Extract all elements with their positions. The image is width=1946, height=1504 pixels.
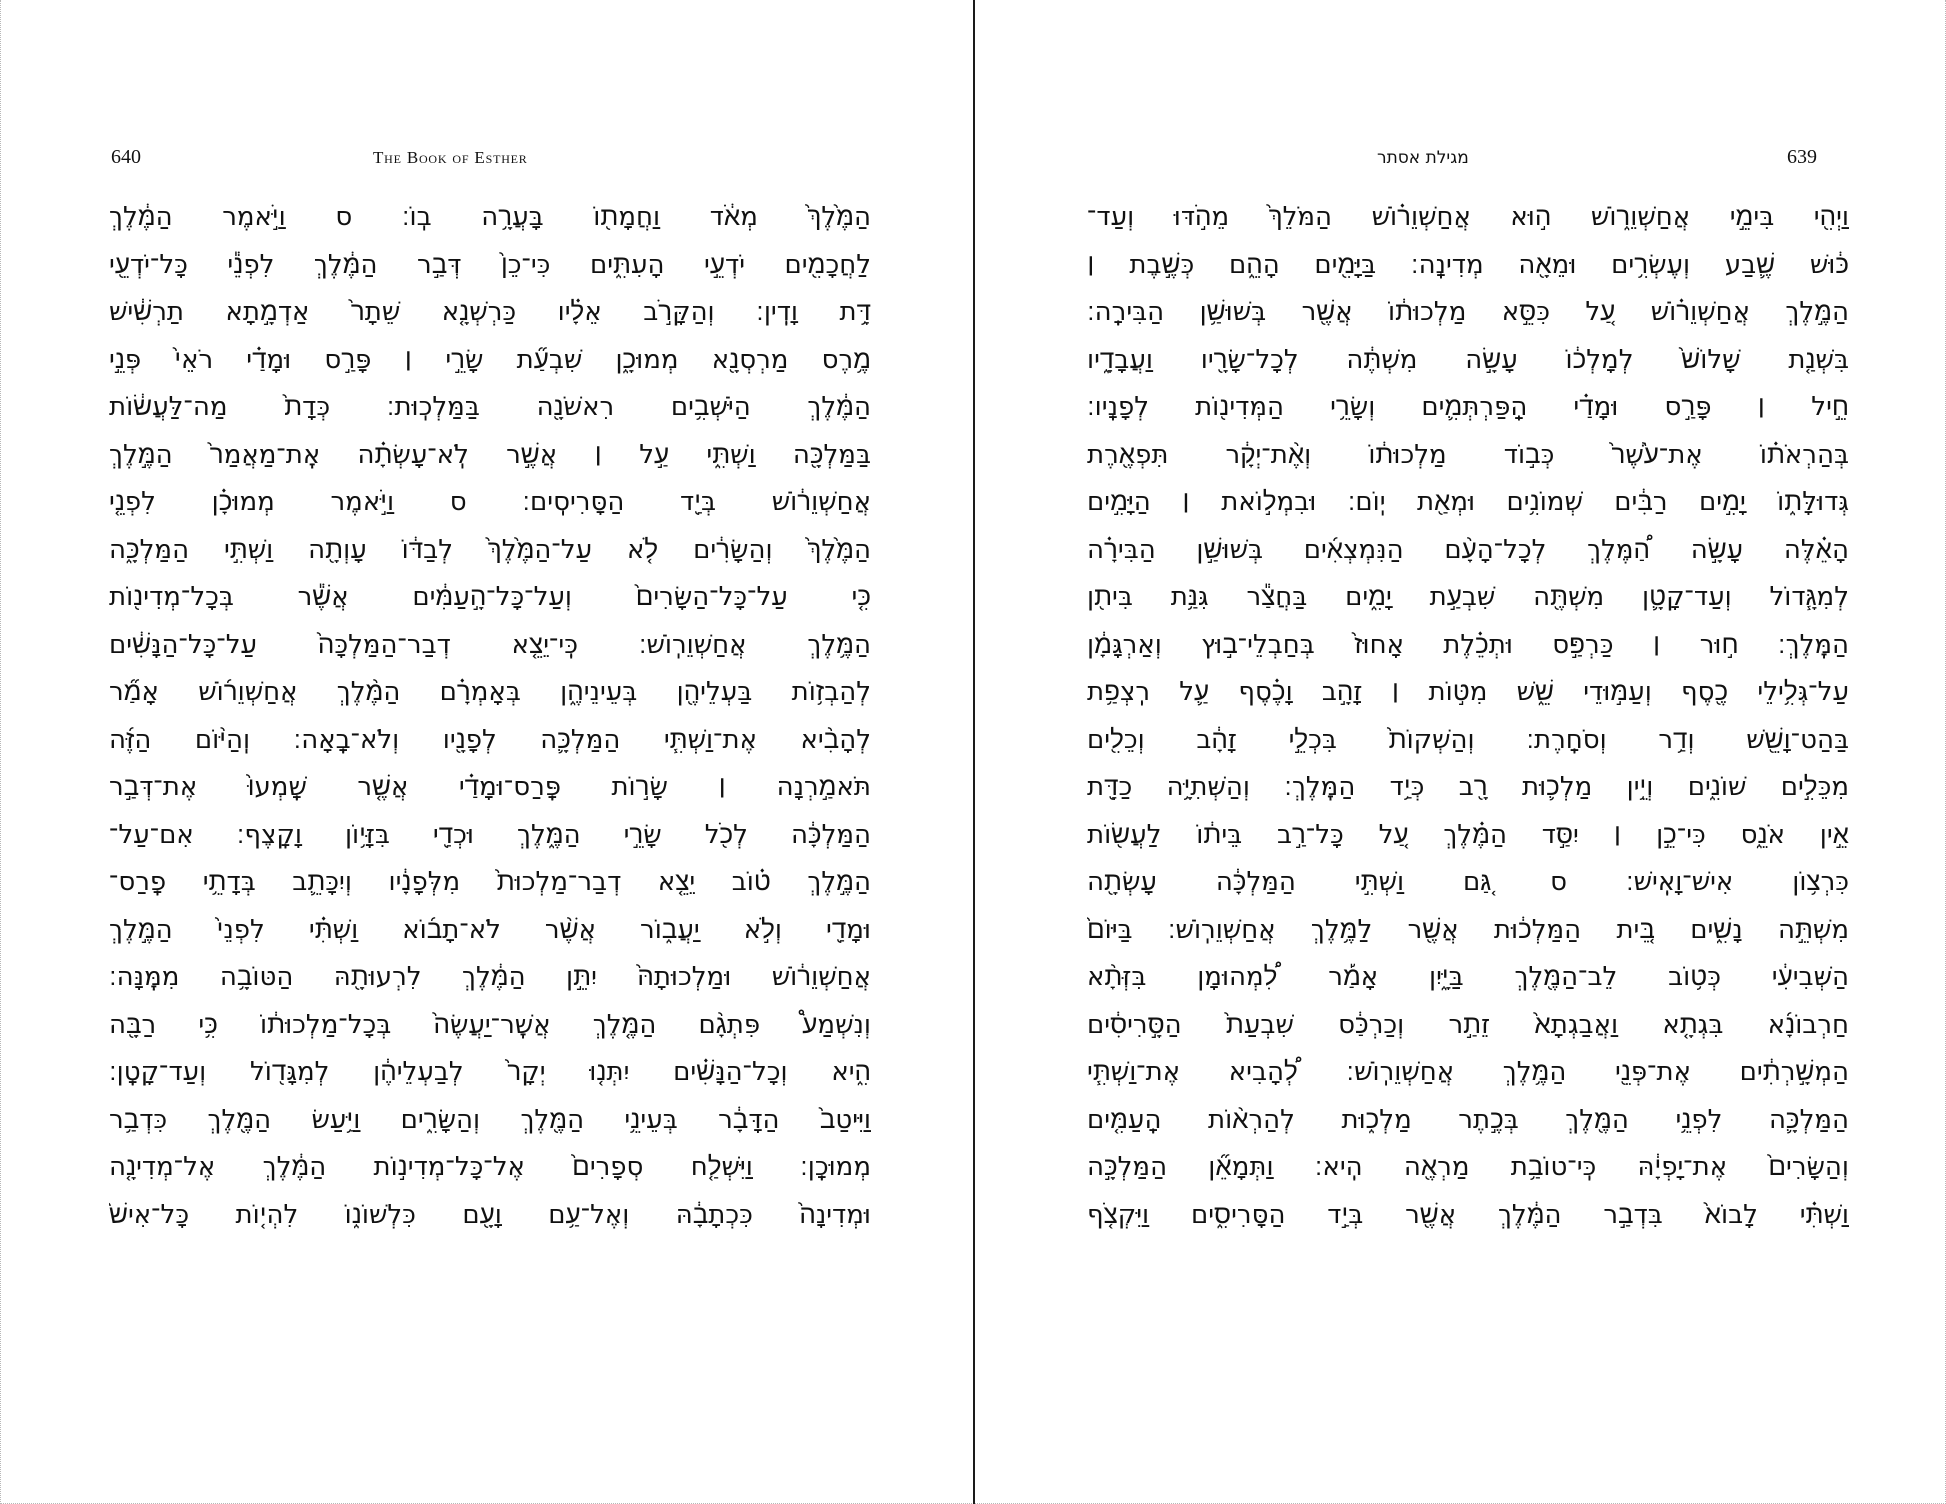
hebrew-text-block [109,194,871,1239]
text-line: הַשְּׁבִיעִ֔י כְּט֥וֹב לֵב־הַמֶּ֖לֶךְ בַּיָּ֑יִן אָמַ֡ר לִ֠מְהוּמָן בִּזְּתָ֨א [1087,962,1849,992]
text-line: הַמֶּ֙לֶךְ֙ מְאֹ֔ד וַחֲמָת֖וֹ בָּעֲרָ֥ה בֽוֹ׃ ס וַיֹּ֣אמֶר הַמֶּ֔לֶךְ [109,202,871,232]
text-line: וְהַשָּׂרִים֙ אֶת־יָפְיָ֔הּ כִּֽי־טוֹבַ֥ת מַרְאֶ֖ה הִֽיא׃ וַתְּמָאֵ֞ן הַמַּלְכָּ֣ה [1087,1152,1849,1182]
text-line: הַמַּלְכָּ֔ה לְכֹ֖ל שָׂרֵ֣י הַמֶּ֑לֶךְ וּכְדַ֖י בִּזָּי֥וֹן וָקָֽצֶף׃ אִם־עַל־ [109,819,871,850]
text-line: כִּ֤י עַל־כָּל־הַשָּׂרִים֙ וְעַל־כָּל־הָ֣עַמִּ֔ים אֲשֶׁ֕ר בְּכָל־מְדִינ֖וֹת [109,582,871,612]
text-line: אֲחַשְׁוֵר֔וֹשׁ בְּיַ֖ד הַסָּרִיסִֽים׃ ס וַיֹּ֣אמֶר מְמוּכָ֗ן לִפְנֵ֤י [109,487,871,517]
text-line: וַשְׁתִּ֗י לָבוֹא֙ בִּדְבַ֣ר הַמֶּ֔לֶךְ אֲשֶׁ֖ר בְּיַ֣ד הַסָּרִיסִ֑ים וַיִּקְצֹ֤ף [1087,1199,1849,1230]
running-title: The Book of Esther [373,148,528,167]
right-page [975,0,1946,1504]
text-line: הַמְשָׁ֣רְתִ֔ים אֶת־פְּנֵ֖י הַמֶּ֥לֶךְ אֲחַשְׁוֵרֽוֹשׁ׃ לְ֠הָבִיא אֶת־וַשְׁתִּ֧י [1087,1057,1849,1087]
text-line: הַמֶּֽלֶךְ׃ ח֣וּר ׀ כַּרְפַּ֣ס וּתְכֵ֗לֶת אָחוּז֙ בְּחַבְלֵי־ב֣וּץ וְאַרְגָּמָ֔ן [1087,629,1849,660]
left-page [1,0,973,1504]
text-line: לַחֲכָמִ֖ים יֹדְעֵ֣י הָעִתִּ֑ים כִּי־כֵן֙ דְּבַ֣ר הַמֶּ֔לֶךְ לִפְנֵ֕י כָּל־יֹדְעֵ֖י [109,249,871,280]
text-line: וַיְהִ֖י בִּימֵ֣י אֲחַשְׁוֵר֑וֹשׁ ה֣וּא אֲחַשְׁוֵר֗וֹשׁ הַמֹּלֵךְ֙ מֵהֹ֣דּוּ וְעַד־ [1087,202,1849,232]
text-line: מְמוּכָֽן׃ וַיִּשְׁלַ֤ח סְפָרִים֙ אֶל־כָּל־מְדִינ֣וֹת הַמֶּ֔לֶךְ אֶל־מְדִינָ֤ה [109,1152,871,1182]
text-line: וּמָדַ֖י וְלֹ֣א יַעֲב֑וֹר אֲשֶׁ֨ר לֹא־תָב֜וֹא וַשְׁתִּ֗י לִפְנֵי֙ הַמֶּ֣לֶךְ [109,914,871,945]
text-line: הַמֶּ֔לֶךְ הַיֹּשְׁבִ֥ים רִאשֹׁנָ֖ה בַּמַּלְכֽוּת׃ כְּדָת֙ מַה־לַּעֲשׂ֔וֹת [109,392,871,422]
text-line: הִ֑יא וְכָל־הַנָּשִׁ֗ים יִתְּנ֤וּ יְקָר֙ לְבַעְלֵיהֶ֔ן לְמִגָּד֖וֹל וְעַד־קָטָֽן׃ [109,1057,871,1087]
text-line: מִשְׁתֵּ֣ה נָשִׁ֑ים בֵּ֚ית הַמַּלְכ֔וּת אֲשֶׁ֖ר לַמֶּ֥לֶךְ אֲחַשְׁוֵרֽוֹשׁ׃ בַּיּוֹם֙ [1087,914,1849,945]
text-line: גְּדוּלָּת֑וֹ יָמִ֣ים רַבִּ֔ים שְׁמוֹנִ֥ים וּמְאַ֖ת יֽוֹם׃ וּבִמְל֣וֹאת ׀ הַיָּמִ֣ים [1087,487,1849,517]
text-line: לְהָבִ֨יא אֶת־וַשְׁתִּ֧י הַמַּלְכָּ֛ה לְפָנָ֖יו וְלֹא־בָֽאָה׃ וְֽהַיּ֨וֹם הַזֶּ֜ה [109,724,871,755]
hebrew-text-block [1087,194,1849,1239]
text-line: לְהַבְז֥וֹת בַּעְלֵיהֶ֖ן בְּעֵינֵיהֶ֑ן בְּאָמְרָ֗ם הַמֶּ֨לֶךְ אֲחַשְׁוֵר֜וֹשׁ אָמַ֞ר [109,677,871,707]
text-line: בְּהַרְאֹת֗וֹ אֶת־עֹ֙שֶׁר֙ כְּב֣וֹד מַלְכוּת֔וֹ וְאֶ֨ת־יְקָ֔ר תִּפְאֶ֖רֶת [1087,439,1849,470]
text-line: הַמֶּ֥לֶךְ אֲחַשְׁוֵרֽוֹשׁ׃ כִּֽי־יֵצֵ֤א דְבַר־הַמַּלְכָּה֙ עַל־כָּל־הַנָּשִׁ֔ים [109,629,871,660]
text-line: דָּ֥ת וָדִֽין׃ וְהַקָּרֹ֣ב אֵלָ֗יו כַּרְשְׁנָ֤א שֵׁתָר֙ אַדְמָ֣תָא תַרְשִׁ֔ישׁ [109,297,871,327]
running-title: מגילת אסתר [1377,148,1469,168]
text-line: וְנִשְׁמַע֩ פִּתְגָ֨ם הַמֶּ֤לֶךְ אֲשֶֽׁר־יַעֲשֶׂה֙ בְּכָל־מַלְכוּת֔וֹ כִּ֥י רַבָּ֖ה [109,1009,871,1040]
page-number: 640 [111,146,141,168]
text-line: כּ֔וּשׁ שֶׁ֛בַע וְעֶשְׂרִ֥ים וּמֵאָ֖ה מְדִינָֽה׃ בַּיָּמִ֖ים הָהֵ֑ם כְּשֶׁ֣בֶת ׀ [1087,249,1849,280]
text-line: בַּמַּלְכָּ֖ה וַשְׁתִּ֑י עַ֣ל ׀ אֲשֶׁ֣ר לֹֽא־עָשְׂתָ֗ה אֶֽת־מַאֲמַר֙ הַמֶּ֣לֶךְ [109,439,871,470]
text-line: מֶ֥רֶס מַרְסְנָ֖א מְמוּכָ֑ן שִׁבְעַ֞ת שָׂרֵ֣י ׀ פָּרַ֣ס וּמָדַ֗י רֹאֵי֙ פְּנֵ֣י [109,344,871,375]
text-line: הַמֶּ֙לֶךְ֙ וְהַשָּׂרִ֔ים לֹ֤א עַל־הַמֶּ֙לֶךְ֙ לְבַדּ֔וֹ עָוְתָ֖ה וַשְׁתִּ֣י הַמַּלְכָּ֑ה [109,534,871,565]
text-line: אֵ֣ין אֹנֵ֑ס כִּי־כֵ֣ן ׀ יִסַּ֣ד הַמֶּ֗לֶךְ עַ֚ל כָּל־רַ֣ב בֵּית֔וֹ לַעֲשׂ֖וֹת [1087,819,1849,850]
text-line: חֵ֣יל ׀ פָּרַ֣ס וּמָדַ֗י הַֽפַּרְתְּמִ֛ים וְשָׂרֵ֥י הַמְּדִינ֖וֹת לְפָנָֽיו׃ [1087,392,1849,422]
text-line: חַרְבוֹנָ֜א בִּגְתָ֤א וַאֲבַגְתָא֙ זֵתַ֣ר וְכַרְכַּ֔ס שִׁבְעַת֙ הַסָּ֣רִיסִ֔ים [1087,1009,1849,1040]
text-line: כִּרְצ֥וֹן אִישׁ־וָאִֽישׁ׃ ס גַּ֚ם וַשְׁתִּ֣י הַמַּלְכָּ֔ה עָשְׂתָ֖ה [1087,867,1849,897]
text-line: וּמְדִינָה֙ כִּכְתָבָ֔הּ וְאֶל־עַ֥ם וָעָ֖ם כִּלְשׁוֹנ֑וֹ לִהְי֤וֹת כָּל־אִישׁ֙ [109,1199,871,1230]
text-line: הָאֵ֗לֶּה עָשָׂ֣ה הַ֠מֶּלֶךְ לְכָל־הָעָ֨ם הַנִּמְצְאִ֜ים בְּשׁוּשַׁ֣ן הַבִּירָ֗ה [1087,534,1849,565]
text-line: תֹּאמַ֣רְנָה ׀ שָׂר֣וֹת פָּֽרַס־וּמָדַ֗י אֲשֶׁ֤ר שָֽׁמְעוּ֙ אֶת־דְּבַ֣ר [109,772,871,802]
text-line: בִּשְׁנַ֤ת שָׁלוֹשׁ֙ לְמָלְכ֔וֹ עָשָׂ֣ה מִשְׁתֶּ֔ה לְכָל־שָׂרָ֖יו וַעֲבָדָ֑יו [1087,344,1849,375]
page-number: 639 [1787,146,1817,168]
text-line: בַּהַט־וָשֵׁ֖שׁ וְדַ֥ר וְסֹחָֽרֶת׃ וְהַשְׁקוֹת֙ בִּכְלֵ֣י זָהָ֔ב וְכֵלִ֖ים [1087,724,1849,755]
text-line: עַל־גְּלִ֥ילֵי כֶ֖סֶף וְעַמּ֣וּדֵי שֵׁ֑שׁ מִטּ֣וֹת ׀ זָהָ֣ב וָכֶ֗סֶף עַ֛ל רִֽצְפַ֥ת [1087,677,1849,707]
text-line: הַמַּלְכָּ֛ה לִפְנֵ֥י הַמֶּ֖לֶךְ בְּכֶ֣תֶר מַלְכ֑וּת לְהַרְא֨וֹת הָֽעַמִּ֤ים [1087,1104,1849,1135]
text-line: לְמִגָּ֧דוֹל וְעַד־קָטָ֛ן מִשְׁתֶּ֖ה שִׁבְעַ֣ת יָמִ֑ים בַּחֲצַ֕ר גִּנַּ֥ת בִּית֖ן [1087,582,1849,612]
text-line: הַמֶּ֣לֶךְ אֲחַשְׁוֵר֗וֹשׁ עַ֚ל כִּסֵּ֣א מַלְכוּת֔וֹ אֲשֶׁ֖ר בְּשׁוּשַׁ֥ן הַבִּירָֽה׃ [1087,297,1849,327]
text-line: אֲחַשְׁוֵר֔וֹשׁ וּמַלְכוּתָהּ֙ יִתֵּ֣ן הַמֶּ֔לֶךְ לִרְעוּתָ֖הּ הַטּוֹבָ֥ה מִמֶּֽנָּה׃ [109,962,871,992]
text-line: הַמֶּ֣לֶךְ ט֗וֹב יֵצֵ֤א דְבַר־מַלְכוּת֙ מִלְּפָנָ֔יו וְיִכָּתֵ֛ב בְּדָתֵ֥י פָֽרַס־ [109,867,871,897]
text-line: וַיִּיטַב֙ הַדָּבָ֔ר בְּעֵינֵ֥י הַמֶּ֖לֶךְ וְהַשָּׂרִ֑ים וַיַּ֥עַשׂ הַמֶּ֖לֶךְ כִּדְבַ֥ר [109,1104,871,1135]
text-line: מִכֵּלִ֣ים שׁוֹנִ֑ים וְיֵ֥ין מַלְכ֛וּת רָ֖ב כְּיַ֥ד הַמֶּֽלֶךְ׃ וְהַשְּׁתִיָּ֥ה כַדָּ֖ת [1087,772,1849,802]
